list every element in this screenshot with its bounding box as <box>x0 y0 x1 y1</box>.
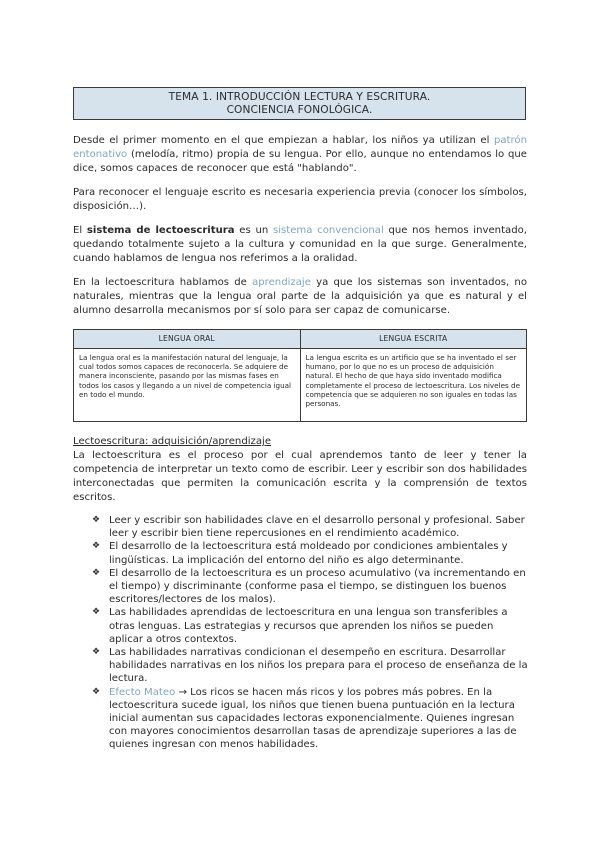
highlight-sistema-convencional: sistema convencional <box>272 225 384 236</box>
bullet-text: Las habilidades narrativas condicionan el desempeño en escritura. Desarrollar habilidades narrativas en los niños los prepara para el proceso de enseñanza de la lectura. <box>109 647 528 685</box>
paragraph-4-text-b: ya que los sistemas son inventados, no naturales, mientras que la lengua oral parte de la adquisición ya que es natural y el alumno desarrolla mecanismos por sí solo para ser capaz de comunicarse. <box>73 277 527 316</box>
bold-sistema-lectoescritura: sistema de lectoescritura <box>86 225 235 236</box>
table-header-escrita: LENGUA ESCRITA <box>300 330 527 349</box>
paragraph-3 <box>73 224 527 266</box>
section-heading: Lectoescritura: adquisición/aprendizaje <box>73 436 272 447</box>
bullet-text: Leer y escribir son habilidades clave en el desarrollo personal y profesional. Saber leer y escribir bien tiene repercusiones en el rendimiento académico. <box>109 515 525 540</box>
diamond-bullet-icon: ❖ <box>92 541 101 552</box>
section-intro: La lectoescritura es el proceso por el cual aprendemos tanto de leer y tener la competencia de interpretar un texto como de escribir. Leer y escribir son dos habilidades interconectadas que permiten la comunicación escrita y la comprensión de textos escritos. <box>73 450 527 503</box>
bullet-text: El desarrollo de la lectoescritura está moldeado por condiciones ambientales y lingüísticas. La implicación del entorno del niño es algo determinante. <box>109 541 508 566</box>
paragraph-1-text-b: (melodía, ritmo) propia de su lengua. Por ello, aunque no entendamos lo que dice, somos capaces de reconocer que está "hablando". <box>73 149 527 174</box>
table-row <box>74 349 527 422</box>
bullet-text: Las habilidades aprendidas de lectoescritura en una lengua son transferibles a otras lenguas. Las estrategias y recursos que aprenden los niños se pueden aplicar a otros contextos. <box>109 607 508 645</box>
table-cell-escrita: La lengua escrita es un artificio que se ha inventado el ser humano, por lo que no es un proceso de adquisición natural. El hecho de que haya sido inventado modifica completamente el proceso de lectoescritura. Los niveles de competencia que se adquieren no son iguales en todas las personas. <box>300 349 527 422</box>
arrow-icon: → <box>175 686 191 698</box>
diamond-bullet-icon: ❖ <box>92 686 101 697</box>
diamond-bullet-icon: ❖ <box>92 567 101 578</box>
title-box <box>73 87 526 120</box>
diamond-bullet-icon: ❖ <box>92 647 101 658</box>
paragraph-3-text-b: es un <box>234 225 273 236</box>
list-item <box>92 567 528 607</box>
list-item <box>92 540 528 566</box>
comparison-table <box>73 329 527 422</box>
paragraph-4 <box>73 276 527 318</box>
paragraph-2: Para reconocer el lenguaje escrito es necesaria experiencia previa (conocer los símbolos, disposición…). <box>73 187 527 212</box>
list-item <box>92 686 528 752</box>
title-line-1: TEMA 1. INTRODUCCIÓN LECTURA Y ESCRITURA. <box>168 91 431 103</box>
title-line-2: CONCIENCIA FONOLÓGICA. <box>226 103 373 116</box>
paragraph-3-text-c: que nos hemos inventado, quedando totalmente sujeto a la cultura y comunidad en la que surge. Generalmente, cuando hablamos de lengua nos referimos a la oralidad. <box>73 225 527 264</box>
list-item <box>92 514 528 540</box>
paragraph-1 <box>73 134 527 176</box>
table-header-oral: LENGUA ORAL <box>74 330 301 349</box>
bullet-list <box>92 514 528 752</box>
highlight-aprendizaje: aprendizaje <box>252 277 311 288</box>
bullet-text: El desarrollo de la lectoescritura es un proceso acumulativo (va incrementando en el tiempo) y discriminante (conforme pasa el tiempo, se distinguen los buenos escritores/lectores de los malos). <box>109 567 526 606</box>
bullet-text: Los ricos se hacen más ricos y los pobres más pobres. En la lectoescritura sucede igual, los niños que tienen buena puntuación en la lectura inicial aumentan sus capacidades lectoras exponencialmente. Quienes ingresan con mayores conocimientos desarrollan tasas de aprendizaje superiores a las de quienes ingresan con menos habilidades. <box>109 686 517 751</box>
list-item <box>92 646 528 686</box>
diamond-bullet-icon: ❖ <box>92 515 101 525</box>
paragraph-3-text-a: El <box>73 225 87 236</box>
diamond-bullet-icon: ❖ <box>92 607 101 618</box>
paragraph-4-text-a: En la lectoescritura hablamos de <box>73 277 253 288</box>
paragraph-1-text-a: Desde el primer momento en el que empiezan a hablar, los niños ya utilizan el <box>73 135 494 146</box>
highlight-patron-entonativo: patrón entonativo <box>73 135 527 160</box>
table-cell-oral: La lengua oral es la manifestación natural del lenguaje, la cual todos somos capaces de reconocerla. Se adquiere de manera inconsciente, pasando por las mismas fases en todos los casos y llegando a un nivel de competencia igual en todo el mundo. <box>74 349 301 422</box>
list-item <box>92 606 528 646</box>
table-header-row <box>74 330 527 349</box>
highlight-efecto-mateo: Efecto Mateo <box>109 686 176 698</box>
